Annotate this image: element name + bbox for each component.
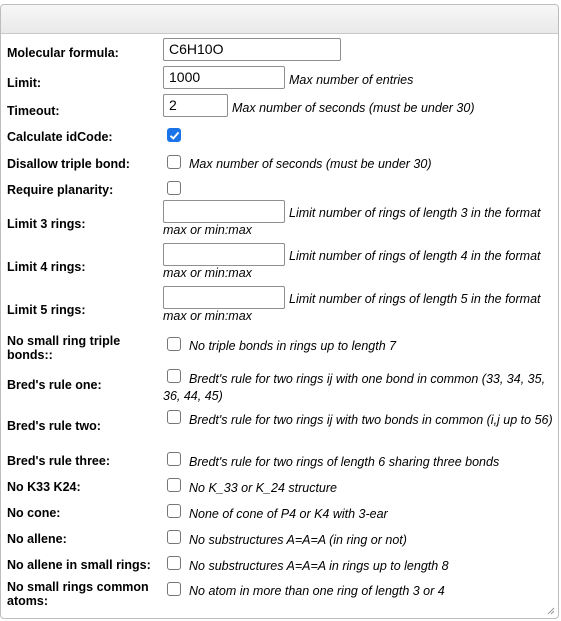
limit-4-rings-description: Limit number of rings of length 4 in the format max or min:max bbox=[163, 249, 541, 280]
bred-rule-two-label: Bred's rule two: bbox=[7, 419, 101, 433]
no-cone-label: No cone: bbox=[7, 506, 61, 520]
bred-rule-one-description: Bredt's rule for two rings ij with one bond in common (33, 34, 35, 36, 44, 45) bbox=[163, 372, 546, 403]
no-k33-k24-description: No K_33 or K_24 structure bbox=[189, 481, 337, 495]
bred-rule-one-label: Bred's rule one: bbox=[7, 378, 102, 392]
disallow-triple-bond-checkbox[interactable] bbox=[167, 155, 181, 169]
calculate-idcode-checkbox[interactable] bbox=[167, 128, 181, 142]
timeout-description: Max number of seconds (must be under 30) bbox=[232, 101, 475, 115]
no-k33-k24-label: No K33 K24: bbox=[7, 480, 81, 494]
no-small-rings-common-description: No atom in more than one ring of length 3 or 4 bbox=[189, 584, 445, 598]
limit-label: Limit: bbox=[7, 76, 42, 90]
no-allene-small-rings-description: No substructures A=A=A in rings up to length 8 bbox=[189, 559, 449, 573]
bred-rule-two-description: Bredt's rule for two rings ij with two bonds in common (i,j up to 56) bbox=[189, 413, 553, 427]
no-allene-small-rings-checkbox[interactable] bbox=[167, 556, 181, 570]
form-panel bbox=[0, 4, 559, 619]
bred-rule-three-checkbox[interactable] bbox=[167, 452, 181, 466]
molecular-formula-label: Molecular formula: bbox=[7, 46, 119, 60]
no-k33-k24-checkbox[interactable] bbox=[167, 478, 181, 492]
no-allene-description: No substructures A=A=A (in ring or not) bbox=[189, 533, 407, 547]
checkmark-icon bbox=[169, 130, 180, 141]
no-small-rings-common-label: No small rings common atoms: bbox=[7, 580, 149, 608]
timeout-label: Timeout: bbox=[7, 104, 60, 118]
limit-3-rings-description: Limit number of rings of length 3 in the format max or min:max bbox=[163, 206, 541, 237]
no-cone-description: None of cone of P4 or K4 with 3-ear bbox=[189, 507, 388, 521]
no-small-ring-triple-label: No small ring triple bonds:: bbox=[7, 334, 121, 362]
bred-rule-three-label: Bred's rule three: bbox=[7, 454, 111, 468]
molecular-formula-input[interactable]: C6H10O bbox=[163, 38, 341, 61]
no-small-ring-triple-checkbox[interactable] bbox=[167, 337, 181, 351]
resize-grip-icon[interactable] bbox=[547, 607, 555, 615]
limit-5-rings-label: Limit 5 rings: bbox=[7, 303, 86, 317]
no-small-ring-triple-description: No triple bonds in rings up to length 7 bbox=[189, 339, 397, 353]
limit-description: Max number of entries bbox=[289, 73, 414, 87]
no-allene-label: No allene: bbox=[7, 532, 67, 546]
timeout-input[interactable]: 2 bbox=[163, 94, 228, 117]
require-planarity-checkbox[interactable] bbox=[167, 181, 181, 195]
bred-rule-three-description: Bredt's rule for two rings of length 6 sharing three bonds bbox=[189, 455, 500, 469]
no-small-rings-common-checkbox[interactable] bbox=[167, 582, 181, 596]
no-cone-checkbox[interactable] bbox=[167, 504, 181, 518]
no-allene-checkbox[interactable] bbox=[167, 530, 181, 544]
no-allene-small-rings-label: No allene in small rings: bbox=[7, 558, 151, 572]
panel-header bbox=[1, 5, 558, 34]
limit-4-rings-label: Limit 4 rings: bbox=[7, 260, 86, 274]
calculate-idcode-label: Calculate idCode: bbox=[7, 130, 113, 144]
limit-5-rings-description: Limit number of rings of length 5 in the format max or min:max bbox=[163, 292, 541, 323]
disallow-triple-bond-description: Max number of seconds (must be under 30) bbox=[189, 157, 432, 171]
limit-input[interactable]: 1000 bbox=[163, 66, 285, 89]
require-planarity-label: Require planarity: bbox=[7, 183, 114, 197]
limit-3-rings-label: Limit 3 rings: bbox=[7, 217, 86, 231]
disallow-triple-bond-label: Disallow triple bond: bbox=[7, 157, 130, 171]
